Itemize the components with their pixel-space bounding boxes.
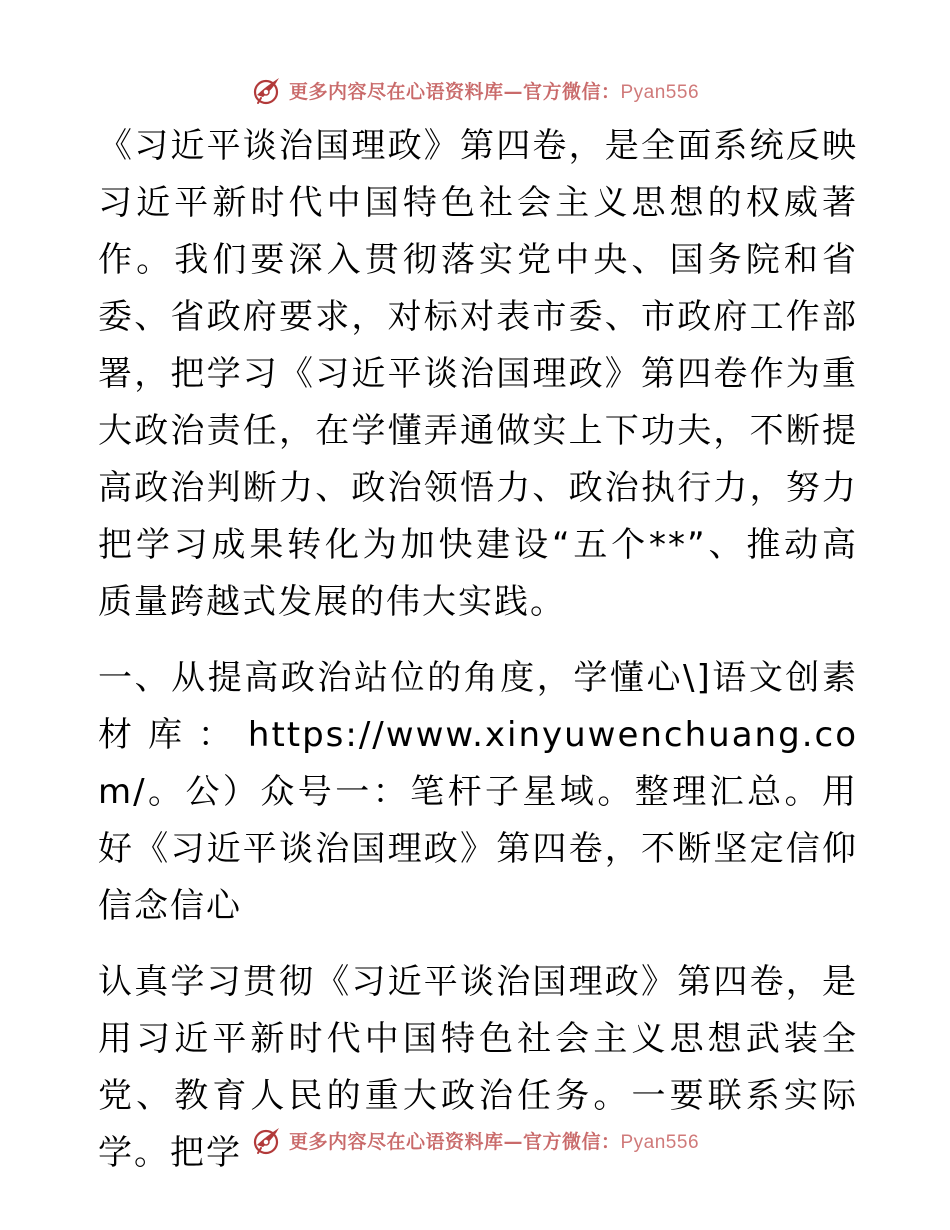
footer-banner-text <box>289 1127 699 1154</box>
header-banner-wechat-id: Pyan556 <box>620 81 700 103</box>
header-banner <box>0 70 950 110</box>
footer-banner-wechat-id: Pyan556 <box>620 1131 700 1153</box>
header-banner-content <box>251 73 699 107</box>
footer-banner-content <box>251 1123 699 1157</box>
document-body <box>98 118 858 1182</box>
quill-logo-icon <box>251 1123 285 1157</box>
header-banner-text-cn: 更多内容尽在心语资料库—官方微信： <box>288 80 621 103</box>
paragraph-section-heading: 一、从提高政治站位的角度，学懂心\]语文创素材库：https://www.xinyuwenchuang.com/。公）众号一：笔杆子星域。整理汇总。用好《习近平谈治国理政》第四卷，不断坚定信仰信念信心 <box>98 658 858 926</box>
footer-banner-text-cn: 更多内容尽在心语资料库—官方微信： <box>288 1130 621 1153</box>
quill-logo-icon <box>251 73 285 107</box>
header-banner-text <box>289 77 699 104</box>
paragraph-study: 认真学习贯彻《习近平谈治国理政》第四卷，是用习近平新时代中国特色社会主义思想武装全党、教育人民的重大政治任务。一要联系实际学。把学 <box>98 962 858 1173</box>
footer-banner <box>0 1120 950 1160</box>
paragraph-intro: 《习近平谈治国理政》第四卷，是全面系统反映习近平新时代中国特色社会主义思想的权威著作。我们要深入贯彻落实党中央、国务院和省委、省政府要求，对标对表市委、市政府工作部署，把学习《习近平谈治国理政》第四卷作为重大政治责任，在学懂弄通做实上下功夫，不断提高政治判断力、政治领悟力、政治执行力，努力把学习成果转化为加快建设“五个**”、推动高质量跨越式发展的伟大实践。 <box>98 126 858 622</box>
